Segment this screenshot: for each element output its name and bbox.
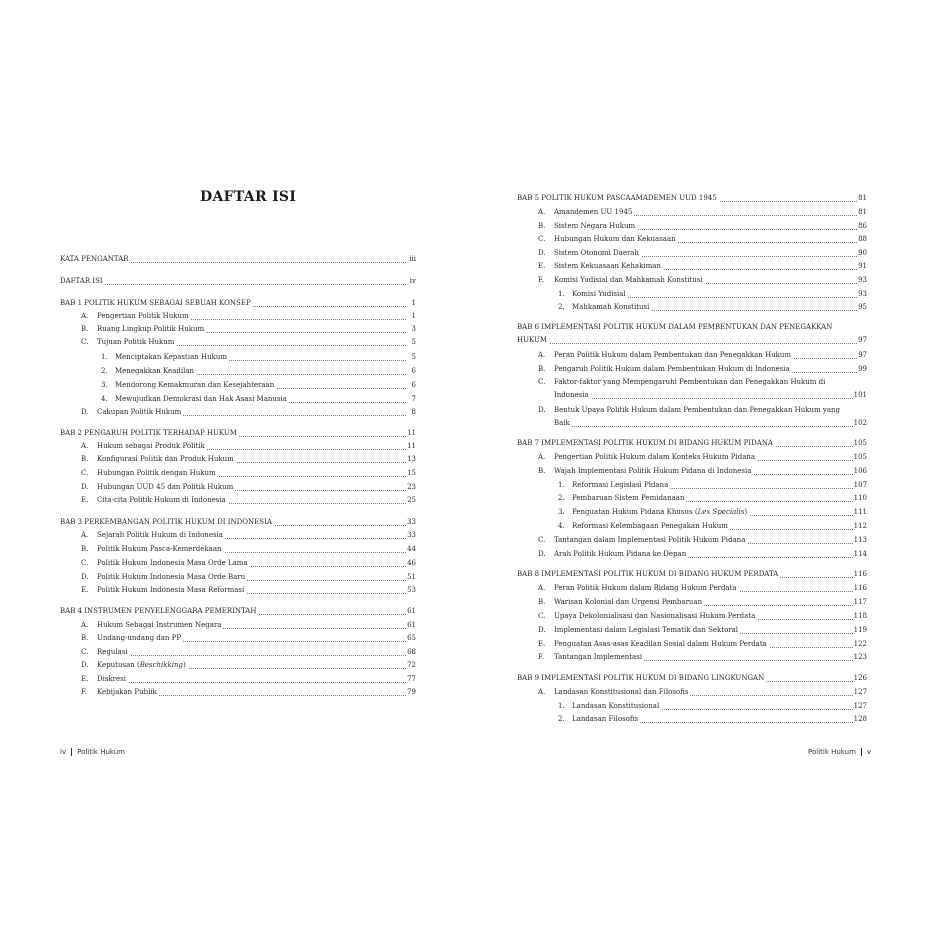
toc-entry-title: Bentuk Upaya Politik Hukum dalam Pembentukan dan Penegakkan Hukum yang: [554, 404, 842, 417]
toc-entry: [60, 673, 416, 686]
toc-entry-title: Sejarah Politik Hukum di Indonesia: [97, 529, 225, 542]
toc-entry-marker: D.: [538, 249, 546, 257]
toc-entry-page: 110: [853, 492, 867, 505]
toc-entry-title-cont: Indonesia: [554, 389, 591, 402]
toc-entry-marker: D.: [81, 573, 89, 581]
toc-entry: [517, 274, 867, 287]
toc-entry-title: Politik Hukum Pasca-Kemerdekaan: [97, 543, 224, 556]
toc-entry: [60, 440, 416, 453]
toc-entry-title: Komisi Yudisial dan Mahkamah Konstitusi: [554, 274, 705, 287]
toc-entry-marker: A.: [81, 621, 89, 629]
toc-entry-marker: D.: [81, 483, 89, 491]
toc-entry-page: 127: [853, 686, 867, 699]
toc-entry-page: 5: [411, 336, 416, 349]
toc-entry-page: 91: [857, 260, 867, 273]
footer-divider: [861, 748, 862, 756]
toc-entry-title: Peran Politik Hukum dalam Pembentukan dan Penegakkan Hukum: [554, 349, 793, 362]
toc-entry-title: Tantangan Implementasi: [554, 651, 644, 664]
toc-entry-title: Penguatan Asas-asas Keadilan Sosial dalam Hukum Perdata: [554, 638, 769, 651]
toc-entry-title-cont: HUKUM: [517, 334, 549, 347]
toc-entry-page: 81: [857, 206, 867, 219]
footer-book-title: Politik Hukum: [77, 748, 125, 756]
toc-entry-page: 99: [857, 363, 867, 376]
toc-entry-page: 112: [853, 520, 867, 533]
toc-entry: [60, 584, 416, 597]
toc-entry-page: 111: [853, 506, 867, 519]
toc-entry-title: Warisan Kolonial dan Urgensi Pembaruan: [554, 596, 704, 609]
toc-chapter-entry: [60, 427, 416, 440]
toc-entry-title: Reformasi Legislasi Pidana: [572, 479, 670, 492]
toc-entry: [517, 713, 867, 726]
toc-entry: [60, 379, 416, 392]
toc-entry-page: iii: [408, 253, 416, 266]
toc-entry: [517, 301, 867, 314]
toc-entry-marker: B.: [81, 455, 89, 463]
toc-entry: [517, 506, 867, 519]
toc-entry: [517, 638, 867, 651]
dot-leader: [97, 682, 406, 683]
footer-book-title: Politik Hukum: [808, 748, 856, 756]
toc-entry: [517, 349, 867, 362]
toc-chapter-entry: [60, 516, 416, 529]
footer-left: [60, 748, 125, 756]
toc-entry-marker: D.: [538, 626, 546, 634]
toc-entry: [517, 520, 867, 533]
toc-entry-title: Menciptakan Kepastian Hukum: [115, 351, 229, 364]
toc-entry-marker: C.: [81, 338, 89, 346]
toc-entry-marker: 2.: [101, 367, 108, 375]
toc-chapter-entry: [517, 437, 867, 450]
toc-entry-title: BAB 8 IMPLEMENTASI POLITIK HUKUM DI BIDANG HUKUM PERDATA: [517, 568, 780, 581]
page-title: DAFTAR ISI: [200, 189, 297, 205]
toc-entry-page: 15: [406, 467, 416, 480]
toc-entry-marker: 4.: [101, 395, 108, 403]
toc-entry-title: Landasan Konstitusional dan Filosofis: [554, 686, 690, 699]
toc-entry-title: Ruang Lingkup Politik Hukum: [97, 323, 206, 336]
toc-entry-title: Wajah Implementasi Politik Hukum Pidana di Indonesia: [554, 465, 753, 478]
toc-entry: [60, 619, 416, 632]
toc-entry-marker: 2.: [558, 494, 565, 502]
toc-entry-marker: E.: [81, 675, 89, 683]
toc-entry-title: Landasan Konstitusional: [572, 700, 661, 713]
toc-entry-page: 93: [857, 288, 867, 301]
toc-entry-marker: D.: [81, 661, 89, 669]
toc-entry-title: Pengertian Politik Hukum: [97, 310, 191, 323]
toc-entry: [60, 543, 416, 556]
toc-entry-title: Penguatan Hukum Pidana Khusus (Lex Specialis): [572, 506, 749, 519]
toc-entry-page: 93: [857, 274, 867, 287]
toc-entry-marker: C.: [538, 536, 546, 544]
toc-entry: [517, 376, 867, 402]
toc-entry: [517, 247, 867, 260]
toc-entry-marker: 3.: [101, 381, 108, 389]
toc-entry-title: Arah Politik Hukum Pidana ke Depan: [554, 548, 688, 561]
toc-entry-page: 118: [853, 610, 867, 623]
toc-entry-title: BAB 9 IMPLEMENTASI POLITIK HUKUM DI BIDANG LINGKUNGAN: [517, 672, 766, 685]
dot-leader: [554, 426, 857, 427]
toc-entry: [517, 363, 867, 376]
toc-entry-title: KATA PENGANTAR: [60, 253, 131, 266]
toc-entry-page: 128: [853, 713, 867, 726]
toc-entry-page: 1: [411, 297, 416, 310]
toc-entry-marker: A.: [81, 442, 89, 450]
toc-entry-page: 25: [406, 494, 416, 507]
toc-entry-page: 33: [406, 529, 416, 542]
toc-entry-marker: 3.: [558, 508, 565, 516]
toc-entry-marker: F.: [81, 688, 87, 696]
toc-entry-marker: A.: [538, 584, 546, 592]
toc-entry-title: Hukum Sebagai Instrumen Negara: [97, 619, 223, 632]
toc-entry-page: 13: [406, 453, 416, 466]
toc-entry: [60, 393, 416, 406]
toc-entry-marker: C.: [81, 559, 89, 567]
toc-entry-page: 11: [406, 440, 416, 453]
toc-chapter-entry: [60, 253, 416, 266]
toc-entry-title: Sistem Negara Hukum: [554, 220, 637, 233]
toc-entry-title: BAB 6 IMPLEMENTASI POLITIK HUKUM DALAM PEMBENTUKAN DAN PENEGAKKAN: [517, 321, 834, 334]
toc-entry-page: 119: [853, 624, 867, 637]
toc-entry-marker: 1.: [558, 290, 565, 298]
toc-entry-marker: F.: [538, 276, 544, 284]
toc-entry-page: 107: [853, 479, 867, 492]
toc-entry: [60, 406, 416, 419]
toc-entry-title: Diskresi: [97, 673, 128, 686]
toc-entry: [517, 596, 867, 609]
toc-entry-page: 114: [853, 548, 867, 561]
toc-entry: [517, 700, 867, 713]
toc-entry-marker: B.: [538, 222, 546, 230]
toc-entry-marker: A.: [538, 208, 546, 216]
toc-entry-page: 106: [853, 465, 867, 478]
toc-entry-title: BAB 1 POLITIK HUKUM SEBAGAI SEBUAH KONSEP: [60, 297, 253, 310]
toc-entry-page: iv: [409, 275, 416, 288]
toc-entry-marker: 2.: [558, 303, 565, 311]
toc-entry-title: BAB 7 IMPLEMENTASI POLITIK HUKUM DI BIDANG HUKUM PIDANA: [517, 437, 775, 450]
toc-entry-marker: B.: [81, 545, 89, 553]
toc-entry: [60, 571, 416, 584]
toc-entry-title: BAB 4 INSTRUMEN PENYELENGGARA PEMERINTAH: [60, 605, 258, 618]
toc-entry: [60, 646, 416, 659]
toc-entry-title-cont: Baik: [554, 417, 572, 430]
toc-entry-title: Konfigurasi Politik dan Produk Hukum: [97, 453, 236, 466]
toc-entry-title: Politik Hukum Indonesia Masa Orde Baru: [97, 571, 247, 584]
toc-entry-page: 33: [406, 516, 416, 529]
toc-entry-page: 23: [406, 481, 416, 494]
toc-entry: [517, 288, 867, 301]
toc-entry-title: Mendorong Kemakmuran dan Kesejahteraan: [115, 379, 276, 392]
toc-entry-marker: C.: [538, 235, 546, 243]
toc-entry-title: Cakupan Politik Hukum: [97, 406, 183, 419]
toc-entry-marker: F.: [538, 653, 544, 661]
toc-entry-title: Hukum sebagai Produk Politik: [97, 440, 207, 453]
toc-entry: [517, 492, 867, 505]
toc-entry-page: 51: [406, 571, 416, 584]
toc-entry-title: Landasan Filosofis: [572, 713, 640, 726]
toc-entry-title: Faktor-faktor yang Mempengaruhi Pembentukan dan Penegakkan Hukum di: [554, 376, 827, 389]
toc-entry-page: 44: [406, 543, 416, 556]
toc-entry-marker: D.: [81, 408, 89, 416]
toc-entry-marker: A.: [538, 688, 546, 696]
toc-entry-marker: A.: [538, 351, 546, 359]
toc-entry-page: 72: [406, 659, 416, 672]
toc-entry-page: 8: [411, 406, 416, 419]
toc-entry-title: Undang-undang dan PP: [97, 632, 183, 645]
toc-entry-marker: B.: [538, 598, 546, 606]
toc-entry-title: Pengertian Politik Hukum dalam Konteks Hukum Pidana: [554, 451, 757, 464]
toc-entry-page: 53: [406, 584, 416, 597]
footer-page-number: iv: [60, 748, 67, 756]
toc-entry-page: 105: [853, 451, 867, 464]
toc-entry: [60, 481, 416, 494]
toc-entry-page: 11: [406, 427, 416, 440]
toc-entry-marker: A.: [538, 453, 546, 461]
toc-entry: [517, 548, 867, 561]
toc-chapter-entry: [517, 672, 867, 685]
toc-entry-title: DAFTAR ISI: [60, 275, 105, 288]
toc-entry-title: Regulasi: [97, 646, 130, 659]
toc-entry-title: Hubungan UUD 45 dan Politik Hukum: [97, 481, 235, 494]
toc-entry: [60, 351, 416, 364]
toc-entry: [60, 365, 416, 378]
toc-entry: [517, 534, 867, 547]
toc-entry: [517, 206, 867, 219]
toc-chapter-entry: [60, 605, 416, 618]
toc-entry-title: Mewujudkan Demokrasi dan Hak Asasi Manusia: [115, 393, 289, 406]
toc-entry-marker: 1.: [558, 481, 565, 489]
toc-entry-title: Sistem Kekuasaan Kehakiman: [554, 260, 663, 273]
toc-entry-title: Peran Politik Hukum dalam Bidang Hukum Perdata: [554, 582, 739, 595]
toc-entry-page: 97: [857, 349, 867, 362]
dot-leader: [554, 398, 857, 399]
toc-entry-page: 68: [406, 646, 416, 659]
toc-entry-title: Amandemen UU 1945: [554, 206, 634, 219]
toc-entry: [517, 610, 867, 623]
toc-entry-title: BAB 3 PERKEMBANGAN POLITIK HUKUM DI INDONESIA: [60, 516, 274, 529]
toc-entry-title: Upaya Dekolonialisasi dan Nasionalisasi Hukum Perdata: [554, 610, 757, 623]
toc-entry-marker: D.: [538, 550, 546, 558]
toc-entry-title: Mahkamah Konstitusi: [572, 301, 651, 314]
toc-entry-title: Sistem Otonomi Daerah: [554, 247, 641, 260]
toc-entry-title: Politik Hukum Indonesia Masa Reformasi: [97, 584, 246, 597]
toc-entry-marker: C.: [538, 612, 546, 620]
toc-entry-title: Hubungan Hukum dan Kekuasaan: [554, 233, 678, 246]
toc-entry: [517, 651, 867, 664]
toc-entry: [517, 624, 867, 637]
toc-entry: [517, 404, 867, 430]
toc-entry-page: 3: [411, 323, 416, 336]
toc-entry-page: 6: [411, 379, 416, 392]
footer-divider: [71, 748, 72, 756]
toc-entry-page: 95: [857, 301, 867, 314]
toc-entry-page: 101: [853, 389, 867, 402]
toc-entry-page: 97: [857, 334, 867, 347]
toc-entry-title: Keputusan (Beschikking): [97, 659, 188, 672]
toc-entry: [60, 453, 416, 466]
toc-entry-page: 61: [406, 605, 416, 618]
toc-chapter-entry: [517, 321, 867, 347]
dot-leader: [517, 343, 857, 344]
toc-entry: [60, 557, 416, 570]
toc-entry-marker: E.: [81, 496, 89, 504]
toc-entry-marker: 4.: [558, 522, 565, 530]
toc-entry: [517, 479, 867, 492]
toc-entry: [517, 686, 867, 699]
toc-entry-page: 116: [853, 582, 867, 595]
toc-entry-page: 116: [853, 568, 867, 581]
toc-entry-title: BAB 2 PENGARUH POLITIK TERHADAP HUKUM: [60, 427, 239, 440]
toc-chapter-entry: [517, 568, 867, 581]
toc-entry-page: 86: [857, 220, 867, 233]
footer-right: [808, 748, 871, 756]
toc-entry-marker: B.: [81, 325, 89, 333]
toc-entry-page: 5: [411, 351, 416, 364]
toc-entry: [517, 451, 867, 464]
toc-entry: [60, 336, 416, 349]
toc-entry-title: Pengaruh Politik Hukum dalam Pembentukan Hukum di Indonesia: [554, 363, 792, 376]
toc-entry-title: Tujuan Politik Hukum: [97, 336, 176, 349]
toc-entry-marker: B.: [538, 365, 546, 373]
dot-leader: [60, 284, 406, 285]
toc-entry-title: Politik Hukum Indonesia Masa Orde Lama: [97, 557, 250, 570]
toc-entry-marker: B.: [538, 467, 546, 475]
toc-entry-page: 126: [853, 672, 867, 685]
toc-entry-marker: 2.: [558, 715, 565, 723]
toc-entry: [60, 310, 416, 323]
toc-entry: [60, 529, 416, 542]
toc-entry-title: Cita-cita Politik Hukum di Indonesia: [97, 494, 228, 507]
toc-entry-page: 90: [857, 247, 867, 260]
toc-entry-marker: C.: [538, 378, 546, 386]
toc-entry-title: Implementasi dalam Legislasi Tematik dan Sektoral: [554, 624, 740, 637]
toc-entry-page: 46: [406, 557, 416, 570]
toc-chapter-entry: [60, 275, 416, 288]
toc-entry-page: 123: [853, 651, 867, 664]
toc-entry-marker: C.: [81, 648, 89, 656]
toc-entry-page: 122: [853, 638, 867, 651]
toc-entry-marker: 1.: [558, 702, 565, 710]
toc-entry-page: 102: [853, 417, 867, 430]
toc-entry-marker: A.: [81, 312, 89, 320]
toc-entry-page: 7: [411, 393, 416, 406]
toc-entry-page: 65: [406, 632, 416, 645]
toc-entry-page: 77: [406, 673, 416, 686]
toc-entry-page: 81: [857, 192, 867, 205]
toc-entry: [60, 686, 416, 699]
toc-entry-marker: E.: [538, 640, 546, 648]
toc-entry: [517, 233, 867, 246]
dot-leader: [97, 655, 406, 656]
toc-entry-marker: 1.: [101, 353, 108, 361]
toc-entry-title: Menegakkan Keadilan: [115, 365, 196, 378]
toc-entry-marker: D.: [538, 406, 546, 414]
toc-entry-page: 105: [853, 437, 867, 450]
toc-entry: [517, 465, 867, 478]
toc-entry: [60, 323, 416, 336]
toc-entry-page: 6: [411, 365, 416, 378]
toc-entry-marker: E.: [81, 586, 89, 594]
toc-entry-page: 117: [853, 596, 867, 609]
toc-entry: [60, 659, 416, 672]
toc-entry-page: 113: [853, 534, 867, 547]
toc-entry-title: Kebijakan Publik: [97, 686, 159, 699]
toc-entry-title: Hubungan Politik dengan Hukum: [97, 467, 218, 480]
toc-entry-marker: B.: [81, 634, 89, 642]
toc-entry-title: Tantangan dalam Implementasi Politik Hukum Pidana: [554, 534, 747, 547]
toc-chapter-entry: [517, 192, 867, 205]
toc-entry: [517, 260, 867, 273]
toc-entry: [60, 494, 416, 507]
toc-entry-page: 61: [406, 619, 416, 632]
toc-entry-marker: C.: [81, 469, 89, 477]
footer-page-number: v: [866, 748, 872, 756]
toc-entry-marker: A.: [81, 531, 89, 539]
toc-entry: [517, 220, 867, 233]
toc-entry-page: 79: [406, 686, 416, 699]
toc-entry-title: Komisi Yudisial: [572, 288, 628, 301]
toc-entry-marker: E.: [538, 262, 546, 270]
toc-entry: [60, 467, 416, 480]
toc-entry-title: BAB 5 POLITIK HUKUM PASCAAMADEMEN UUD 1945: [517, 192, 719, 205]
toc-entry-title: Pembaruan Sistem Pemidanaan: [572, 492, 686, 505]
toc-entry-page: 127: [853, 700, 867, 713]
toc-chapter-entry: [60, 297, 416, 310]
toc-entry-page: 88: [857, 233, 867, 246]
toc-entry-title: Reformasi Kelembagaan Penegakan Hukum: [572, 520, 730, 533]
toc-entry-page: 1: [411, 310, 416, 323]
toc-entry: [517, 582, 867, 595]
toc-entry: [60, 632, 416, 645]
